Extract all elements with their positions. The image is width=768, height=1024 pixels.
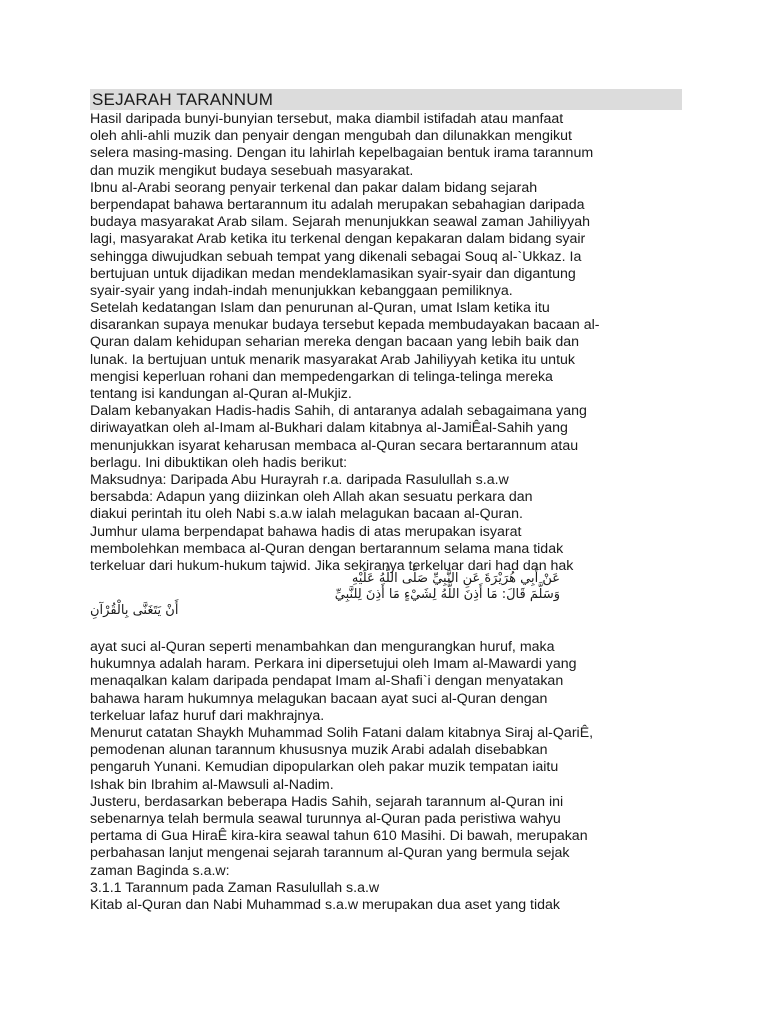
- text-line: lunak. Ia bertujuan untuk menarik masyarakat Arab Jahiliyyah ketika itu untuk: [90, 351, 575, 368]
- text-line: menunjukkan isyarat keharusan membaca al-Quran secara bertarannum atau: [90, 437, 579, 454]
- text-line: pertama di Gua HiraÊ kira-kira seawal tahun 610 Masihi. Di bawah, merupakan: [90, 828, 588, 845]
- text-line: Kitab al-Quran dan Nabi Muhammad s.a.w merupakan dua aset yang tidak: [90, 896, 561, 913]
- text-line: Quran dalam kehidupan seharian mereka dengan bacaan yang lebih baik dan: [90, 334, 580, 351]
- paragraph-block-2: [90, 639, 682, 914]
- text-line: menaqalkan kalam daripada pendapat Imam al-Shafi`i dengan menyatakan: [90, 673, 564, 690]
- page-title: SEJARAH TARANNUM: [90, 89, 682, 110]
- text-line: lagi, masyarakat Arab ketika itu terkenal dengan kepakaran dalam bidang syair: [90, 231, 586, 248]
- text-line: diriwayatkan oleh al-Imam al-Bukhari dalam kitabnya al-JamiÊal-Sahih yang: [90, 420, 568, 437]
- text-line: syair-syair yang indah-indah menunjukkan kebanggaan pemiliknya.: [90, 282, 513, 299]
- text-line: Justeru, berdasarkan beberapa Hadis Sahih, sejarah tarannum al-Quran ini: [90, 793, 564, 810]
- text-line: tentang isi kandungan al-Quran al-Mukjiz.: [90, 386, 352, 402]
- section-heading: 3.1.1 Tarannum pada Zaman Rasulullah s.a.w: [90, 879, 380, 896]
- text-line: hukumnya adalah haram. Perkara ini dipersetujui oleh Imam al-Mawardi yang: [90, 656, 577, 673]
- paragraph-block-1: [90, 111, 682, 575]
- text-line: diakui perintah itu oleh Nabi s.a.w ialah melagukan bacaan al-Quran.: [90, 506, 523, 523]
- text-line: budaya masyarakat Arab silam. Sejarah menunjukkan seawal zaman Jahiliyyah: [90, 214, 590, 231]
- arabic-line: عَنْ أَبِي هُرَيْرَةَ عَنِ النَّبِيِّ صَلَّى اللَّهُ عَلَيْهِ: [351, 571, 560, 587]
- text-line: Jumhur ulama berpendapat bahawa hadis di atas merupakan isyarat: [90, 523, 522, 540]
- document-page: [90, 89, 682, 914]
- text-line: selera masing-masing. Dengan itu lahirlah kepelbagaian bentuk irama tarannum: [90, 145, 594, 162]
- text-line: Ibnu al-Arabi seorang penyair terkenal dan pakar dalam bidang sejarah: [90, 179, 538, 196]
- text-line: berpendapat bahawa bertarannum itu adalah merupakan sebahagian daripada: [90, 196, 585, 213]
- arabic-line: وَسَلَّمَ قَالَ: مَا أَذِنَ اللَّهُ لِشَيْءٍ مَا أَذِنَ لِلنَّبِيِّ: [334, 587, 560, 603]
- text-line: Menurut catatan Shaykh Muhammad Solih Fatani dalam kitabnya Siraj al-QariÊ,: [90, 725, 594, 741]
- text-line: bertujuan untuk dijadikan medan mendeklamasikan syair-syair dan digantung: [90, 265, 576, 282]
- text-line: bahawa haram hukumnya melagukan bacaan ayat suci al-Quran dengan: [90, 690, 548, 707]
- text-line: Ishak bin Ibrahim al-Mawsuli al-Nadim.: [90, 776, 334, 793]
- arabic-line: أَنْ يَتَغَنَّى بِالْقُرْآنِ: [90, 603, 179, 619]
- text-line: bersabda: Adapun yang diizinkan oleh Allah akan sesuatu perkara dan: [90, 489, 533, 506]
- text-line: pemodenan alunan tarannum khususnya muzik Arabi adalah disebabkan: [90, 742, 548, 759]
- text-line: membolehkan membaca al-Quran dengan bertarannum selama mana tidak: [90, 540, 564, 557]
- text-line: Maksudnya: Daripada Abu Hurayrah r.a. daripada Rasulullah s.a.w: [90, 471, 509, 488]
- text-line: sebenarnya telah bermula seawal turunnya al-Quran pada peristiwa wahyu: [90, 810, 561, 827]
- text-line: pengaruh Yunani. Kemudian dipopularkan oleh pakar muzik tempatan iaitu: [90, 759, 559, 776]
- text-line: ayat suci al-Quran seperti menambahkan dan mengurangkan huruf, maka: [90, 639, 555, 656]
- text-line: sehingga diwujudkan sebuah tempat yang dikenali sebagai Souq al-`Ukkaz. Ia: [90, 248, 582, 265]
- blank-gap: [90, 621, 682, 639]
- text-line: berlagu. Ini dibuktikan oleh hadis berikut:: [90, 454, 348, 471]
- text-line: terkeluar lafaz huruf dari makhrajnya.: [90, 707, 325, 724]
- text-line: oleh ahli-ahli muzik dan penyair dengan mengubah dan dilunakkan mengikut: [90, 128, 572, 145]
- text-line: Dalam kebanyakan Hadis-hadis Sahih, di antaranya adalah sebagaimana yang: [90, 403, 587, 420]
- text-line: terkeluar dari hukum-hukum tajwid. Jika sekiranya terkeluar dari had dan hak: [90, 557, 574, 574]
- text-line: perbahasan lanjut mengenai sejarah tarannum al-Quran yang bermula sejak: [90, 845, 570, 862]
- text-line: Hasil daripada bunyi-bunyian tersebut, maka diambil istifadah atau manfaat: [90, 111, 564, 127]
- arabic-hadith-text: [90, 571, 560, 621]
- text-line: Setelah kedatangan Islam dan penurunan al-Quran, umat Islam ketika itu: [90, 300, 550, 317]
- text-line: dan muzik mengikut budaya sesebuah masyarakat.: [90, 162, 414, 179]
- text-line: disarankan supaya menukar budaya tersebut kepada membudayakan bacaan al-: [90, 317, 600, 334]
- text-line: mengisi keperluan rohani dan mempedengarkan di telinga-telinga mereka: [90, 368, 553, 385]
- text-line: zaman Baginda s.a.w:: [90, 862, 230, 879]
